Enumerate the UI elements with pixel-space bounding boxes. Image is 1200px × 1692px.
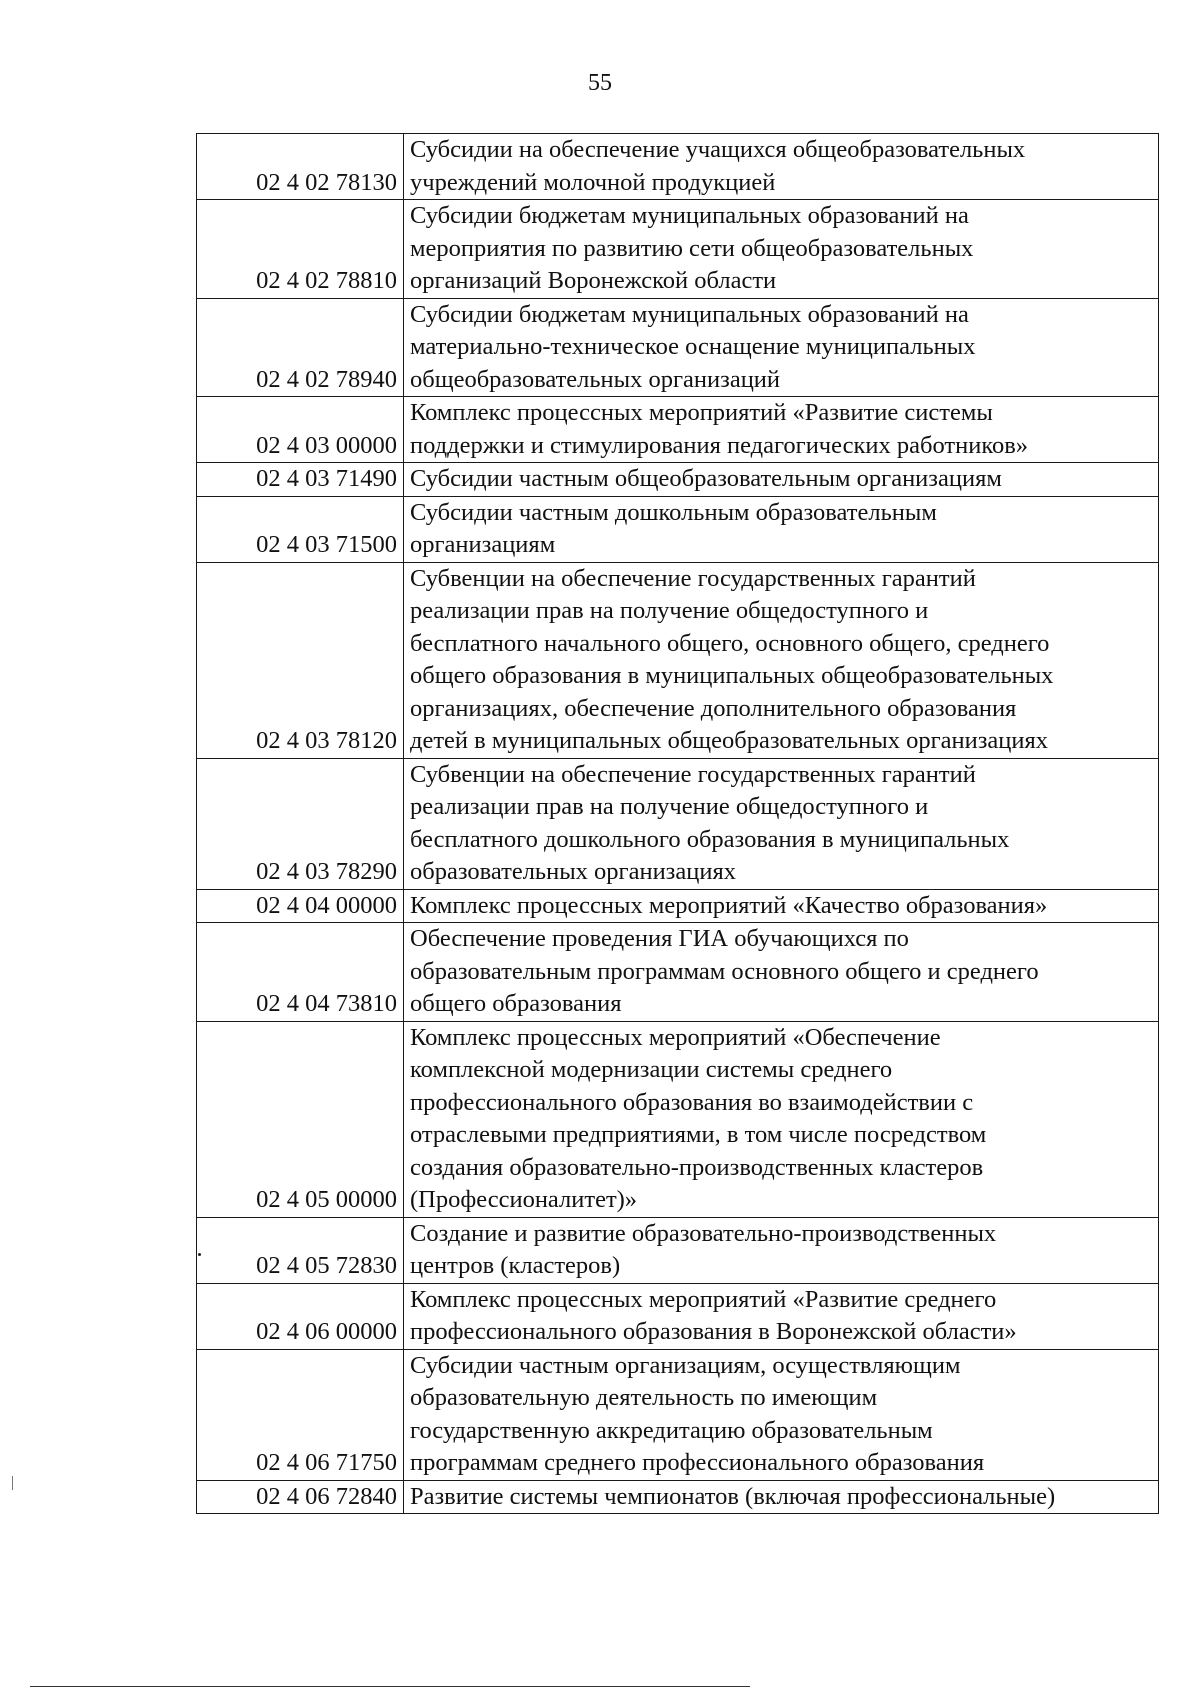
row-description-cell: Субсидии на обеспечение учащихся общеобразовательных учреждений молочной продукцией bbox=[404, 134, 1159, 200]
table-row bbox=[197, 397, 1159, 463]
row-code-cell: 02 4 06 71750 bbox=[197, 1349, 404, 1480]
row-description-cell: Субсидии частным организациям, осуществляющим образовательную деятельность по имеющим государственную аккредитацию образовательным программам среднего профессионального образования bbox=[404, 1349, 1159, 1480]
row-code-cell: 02 4 02 78130 bbox=[197, 134, 404, 200]
row-code-cell: 02 4 02 78810 bbox=[197, 200, 404, 299]
scan-artifact-dot bbox=[198, 1253, 201, 1256]
row-code-cell: 02 4 06 72840 bbox=[197, 1480, 404, 1514]
table-row bbox=[197, 758, 1159, 889]
table-row bbox=[197, 134, 1159, 200]
row-code-cell: 02 4 06 00000 bbox=[197, 1283, 404, 1349]
table-row bbox=[197, 298, 1159, 397]
table-row bbox=[197, 200, 1159, 299]
row-description-cell: Субвенции на обеспечение государственных гарантий реализации прав на получение общедоступного и бесплатного начального общего, основного общего, среднего общего образования в муниципальных общеобразовательных организациях, обеспечение дополнительного образования детей в муниципальных общеобразовательных организациях bbox=[404, 562, 1159, 758]
row-code-cell: 02 4 03 00000 bbox=[197, 397, 404, 463]
row-description-cell: Обеспечение проведения ГИА обучающихся по образовательным программам основного общего и среднего общего образования bbox=[404, 923, 1159, 1022]
row-code-cell: 02 4 03 78120 bbox=[197, 562, 404, 758]
row-description-cell: Комплекс процессных мероприятий «Качество образования» bbox=[404, 889, 1159, 923]
row-description-cell: Комплекс процессных мероприятий «Обеспечение комплексной модернизации системы среднего профессионального образования во взаимодействии с отраслевыми предприятиями, в том числе посредством создания образовательно-производственных кластеров (Профессионалитет)» bbox=[404, 1021, 1159, 1217]
row-code-cell: 02 4 05 00000 bbox=[197, 1021, 404, 1217]
row-description-cell: Развитие системы чемпионатов (включая профессиональные) bbox=[404, 1480, 1159, 1514]
row-code-cell: 02 4 05 72830 bbox=[197, 1217, 404, 1283]
table-row bbox=[197, 889, 1159, 923]
table-row bbox=[197, 1480, 1159, 1514]
row-code-cell: 02 4 03 78290 bbox=[197, 758, 404, 889]
table-row bbox=[197, 1349, 1159, 1480]
table-row bbox=[197, 1217, 1159, 1283]
row-description-cell: Субсидии частным дошкольным образовательным организациям bbox=[404, 496, 1159, 562]
row-description-cell: Субсидии бюджетам муниципальных образований на материально-техническое оснащение муниципальных общеобразовательных организаций bbox=[404, 298, 1159, 397]
row-code-cell: 02 4 04 73810 bbox=[197, 923, 404, 1022]
row-description-cell: Субсидии частным общеобразовательным организациям bbox=[404, 463, 1159, 497]
row-code-cell: 02 4 02 78940 bbox=[197, 298, 404, 397]
table-body bbox=[197, 134, 1159, 1514]
row-description-cell: Субвенции на обеспечение государственных гарантий реализации прав на получение общедоступного и бесплатного дошкольного образования в муниципальных образовательных организациях bbox=[404, 758, 1159, 889]
row-description-cell: Создание и развитие образовательно-производственных центров (кластеров) bbox=[404, 1217, 1159, 1283]
bottom-rule-line bbox=[30, 1686, 750, 1687]
table-row bbox=[197, 496, 1159, 562]
row-description-cell: Комплекс процессных мероприятий «Развитие среднего профессионального образования в Воронежской области» bbox=[404, 1283, 1159, 1349]
table-row bbox=[197, 562, 1159, 758]
table-row bbox=[197, 1283, 1159, 1349]
row-code-cell: 02 4 03 71490 bbox=[197, 463, 404, 497]
table-row bbox=[197, 923, 1159, 1022]
row-description-cell: Субсидии бюджетам муниципальных образований на мероприятия по развитию сети общеобразовательных организаций Воронежской области bbox=[404, 200, 1159, 299]
budget-classification-table bbox=[196, 133, 1159, 1514]
row-description-cell: Комплекс процессных мероприятий «Развитие системы поддержки и стимулирования педагогических работников» bbox=[404, 397, 1159, 463]
row-code-cell: 02 4 03 71500 bbox=[197, 496, 404, 562]
row-code-cell: 02 4 04 00000 bbox=[197, 889, 404, 923]
table-row bbox=[197, 1021, 1159, 1217]
table-row bbox=[197, 463, 1159, 497]
page-number: 55 bbox=[588, 70, 612, 96]
scan-artifact-tick bbox=[12, 1476, 13, 1490]
